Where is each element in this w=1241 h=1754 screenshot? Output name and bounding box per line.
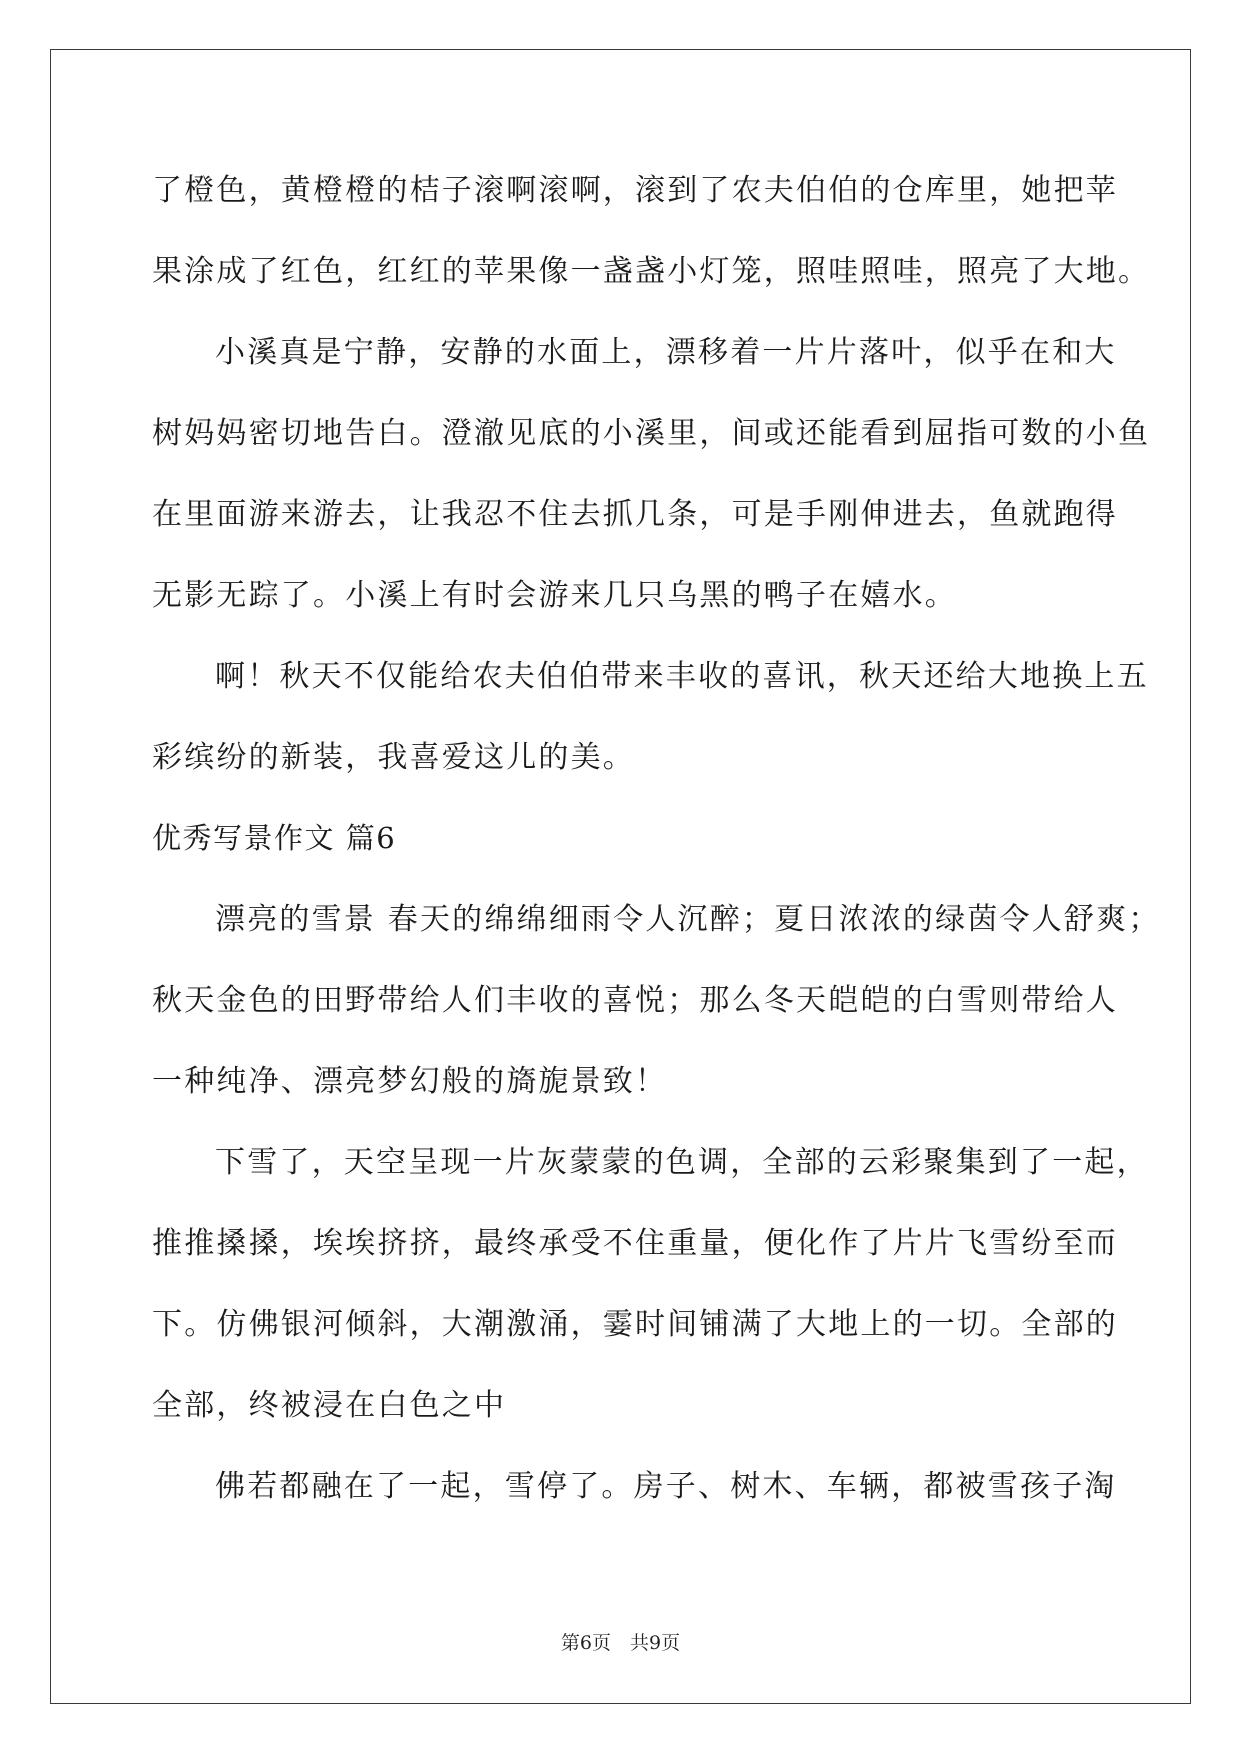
text-line: 下。仿佛银河倾斜，大潮激涌，霎时间铺满了大地上的一切。全部的 [152, 1307, 1118, 1342]
text-line: 在里面游来游去，让我忍不住去抓几条，可是手刚伸进去，鱼就跑得 [152, 497, 1118, 532]
text-line: 树妈妈密切地告白。澄澈见底的小溪里，间或还能看到屈指可数的小鱼 [152, 416, 1151, 451]
text-line: 秋天金色的田野带给人们丰收的喜悦；那么冬天皑皑的白雪则带给人 [152, 983, 1118, 1018]
section-heading: 优秀写景作文 篇6 [152, 821, 397, 855]
text-line: 一种纯净、漂亮梦幻般的旖旎景致！ [152, 1064, 668, 1099]
document-body [152, 150, 1161, 1527]
text-line: 小溪真是宁静，安静的水面上，漂移着一片片落叶，似乎在和大 [215, 335, 1117, 370]
page-number: 第6页 共9页 [560, 1632, 681, 1654]
text-line: 彩缤纷的新装，我喜爱这儿的美。 [152, 740, 635, 775]
text-line: 全部，终被浸在白色之中 [152, 1388, 507, 1423]
text-line: 了橙色，黄橙橙的桔子滚啊滚啊，滚到了农夫伯伯的仓库里，她把苹 [152, 173, 1118, 208]
text-line: 果涂成了红色，红红的苹果像一盏盏小灯笼，照哇照哇，照亮了大地。 [152, 254, 1151, 289]
text-line: 下雪了，天空呈现一片灰蒙蒙的色调，全部的云彩聚集到了一起， [215, 1145, 1149, 1180]
text-line: 佛若都融在了一起，雪停了。房子、树木、车辆，都被雪孩子淘 [215, 1469, 1117, 1504]
text-line: 推推搡搡，埃埃挤挤，最终承受不住重量，便化作了片片飞雪纷至而 [152, 1226, 1118, 1261]
text-line: 啊！秋天不仅能给农夫伯伯带来丰收的喜讯，秋天还给大地换上五 [215, 659, 1149, 694]
text-line: 无影无踪了。小溪上有时会游来几只乌黑的鸭子在嬉水。 [152, 578, 957, 613]
text-line: 漂亮的雪景 春天的绵绵细雨令人沉醉；夏日浓浓的绿茵令人舒爽； [215, 902, 1161, 937]
